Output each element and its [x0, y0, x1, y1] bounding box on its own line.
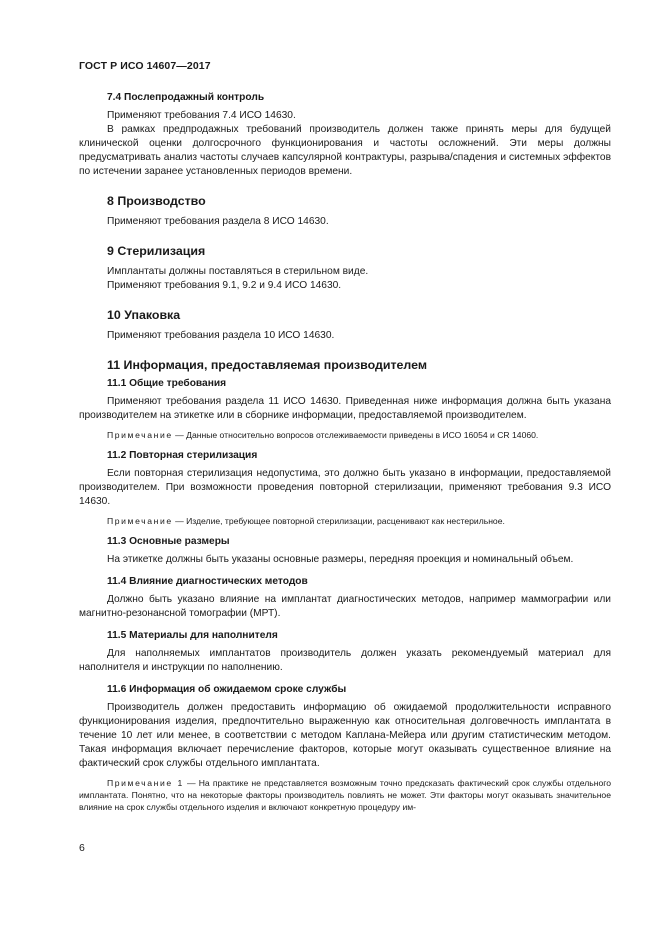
section-11-6-title: 11.6 Информация об ожидаемом сроке службы: [107, 684, 347, 695]
note-label: Примечание 1: [107, 778, 184, 788]
note-text: — Изделие, требующее повторной стерилизации, расценивают как нестерильное.: [172, 516, 505, 526]
note-text: — На практике не представляется возможным точно предсказать фактический срок службы отдельного имплантата. Понятно, что на некоторые факторы производитель повлиять не может. Эти факторы могут оказывать значительное влияние на срок службы отдельного изделия и включают конкретную процедуру им-: [79, 778, 611, 812]
note-text: — Данные относительно вопросов отслеживаемости приведены в ИСО 16054 и CR 14060.: [172, 430, 539, 440]
section-11-1-note: [79, 429, 611, 441]
section-11-2-paragraph: Если повторная стерилизация недопустима, это должно быть указано в информации, предоставляемой производителем. При возможности проведения повторной стерилизации, применяют требования 9.3 ИСО 14630.: [79, 468, 611, 507]
section-11-4-paragraph: Должно быть указано влияние на имплантат диагностических методов, например маммографии или магнитно-резонансной томографии (МРТ).: [79, 594, 611, 619]
section-11-2-title: 11.2 Повторная стерилизация: [107, 450, 258, 461]
section-11-2-note: [79, 515, 611, 527]
page-number: 6: [79, 842, 85, 854]
section-11-1-title: 11.1 Общие требования: [107, 378, 227, 389]
section-7-4-title: 7.4 Послепродажный контроль: [107, 92, 265, 103]
section-9-title: 9 Стерилизация: [107, 244, 206, 258]
section-11-4-title: 11.4 Влияние диагностических методов: [107, 576, 308, 587]
note-label: Примечание: [107, 430, 173, 440]
section-8-title: 8 Производство: [107, 194, 206, 208]
section-10-paragraph: Применяют требования раздела 10 ИСО 14630.: [107, 330, 335, 341]
page-content: [79, 91, 611, 813]
section-11-5-paragraph: Для наполняемых имплантатов производитель должен указать рекомендуемый материал для наполнителя и инструкции по наполнению.: [79, 648, 611, 673]
section-11-1-paragraph: Применяют требования раздела 11 ИСО 14630. Приведенная ниже информация должна быть указана производителем на этикетке или в сборнике информации, предоставляемой производителем.: [79, 396, 611, 421]
section-11-3-paragraph: На этикетке должны быть указаны основные размеры, передняя проекция и номинальный объем.: [107, 554, 574, 565]
section-7-4-paragraph-2: В рамках предпродажных требований производитель должен также принять меры для будущей клинической оценки долгосрочного функционирования и частоты осложнений. Эти меры должны предусматривать анализ частоты случаев капсулярной контрактуры, разрыва/спадения и системных эффектов по истечении заранее установленных периодов времени.: [79, 124, 611, 177]
section-11-5-title: 11.5 Материалы для наполнителя: [107, 630, 278, 641]
section-11-6-note: [79, 777, 611, 813]
section-8-paragraph: Применяют требования раздела 8 ИСО 14630.: [107, 216, 329, 227]
section-11-title: 11 Информация, предоставляемая производителем: [107, 358, 428, 372]
section-9-paragraph-1: Имплантаты должны поставляться в стерильном виде.: [107, 266, 369, 277]
section-11-3-title: 11.3 Основные размеры: [107, 536, 230, 547]
section-9-paragraph-2: Применяют требования 9.1, 9.2 и 9.4 ИСО 14630.: [107, 280, 342, 291]
section-7-4-paragraph-1: Применяют требования 7.4 ИСО 14630.: [107, 110, 296, 121]
note-label: Примечание: [107, 516, 173, 526]
standard-header: ГОСТ Р ИСО 14607—2017: [79, 60, 211, 72]
section-10-title: 10 Упаковка: [107, 308, 181, 322]
section-11-6-paragraph: Производитель должен предоставить информацию об ожидаемой продолжительности исправного функционирования изделия, предпочтительно выраженную как относительная долговечность имплантата в течение 10 лет или менее, в соответствии с методом Каплана-Мейера или другим статистическим методом. Такая информация включает перечисление факторов, которые могут оказывать существенное влияние на фактический срок службы отдельного имплантата.: [79, 702, 611, 769]
